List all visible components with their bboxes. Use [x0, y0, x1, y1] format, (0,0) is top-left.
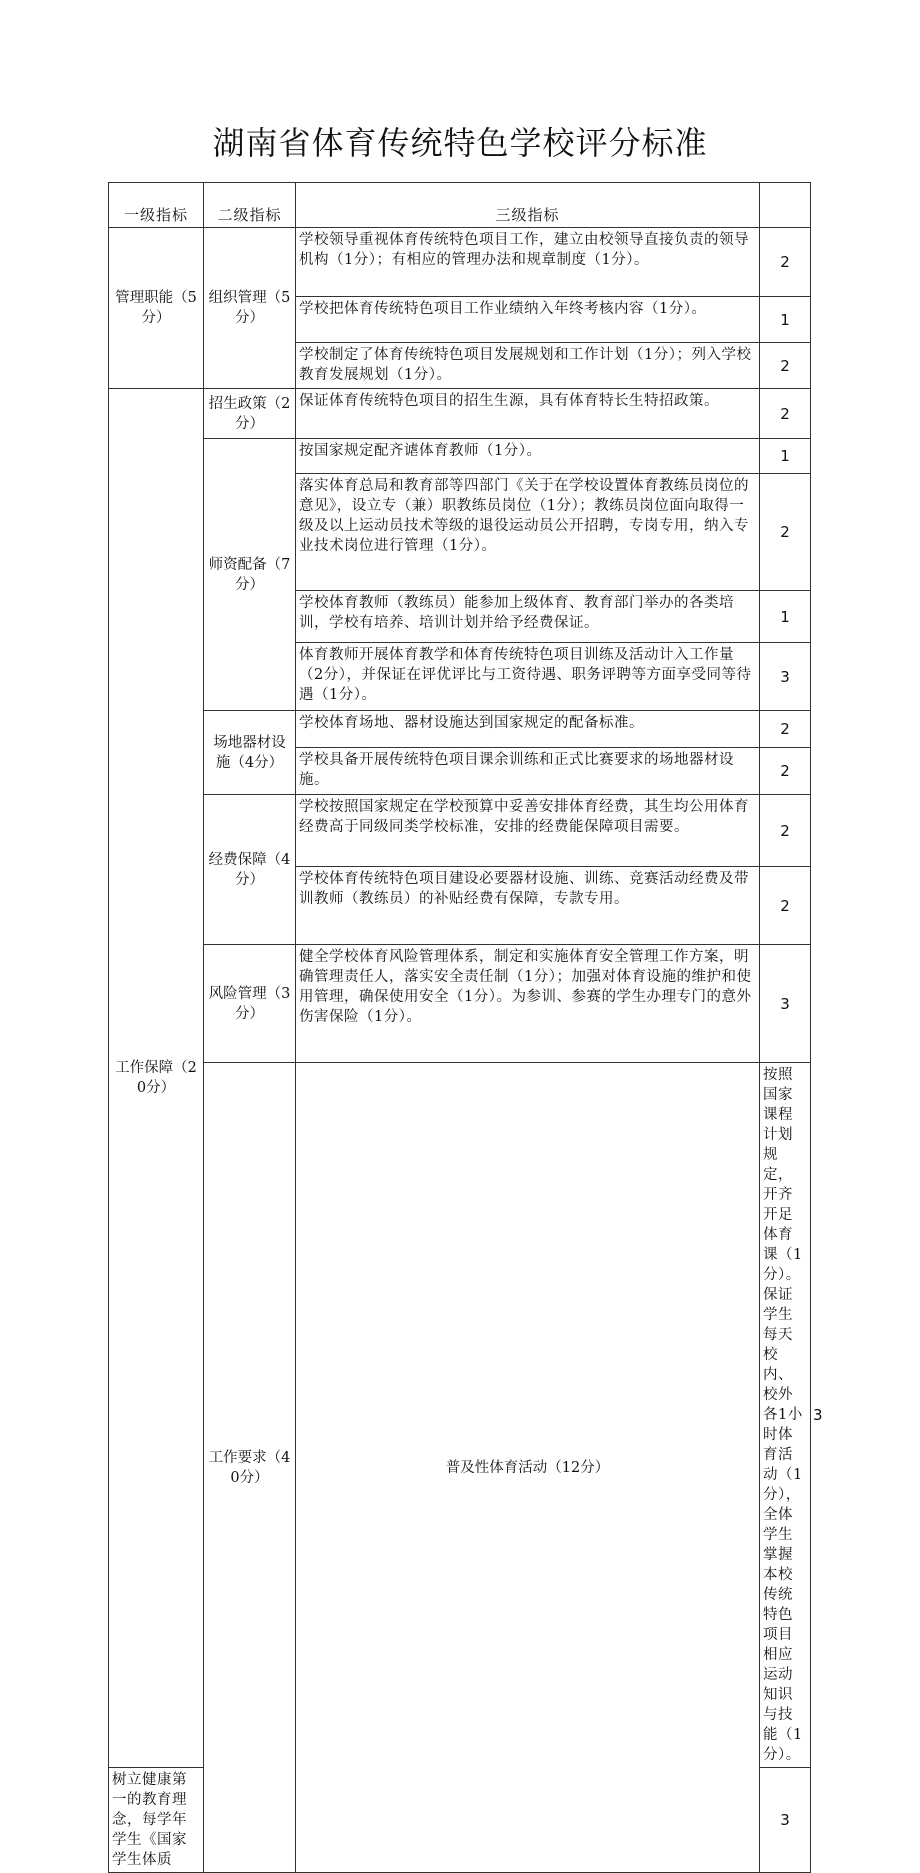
criterion-score: 2: [760, 711, 811, 748]
level2-staffing: 师资配备（7分）: [204, 439, 296, 711]
criterion-text: 健全学校体育风险管理体系，制定和实施体育安全管理工作方案，明确管理责任人，落实安全责任制（1分）；加强对体育设施的维护和使用管理，确保使用安全（1分）。为参训、参赛的学生办理专门的意外伤害保险（1分）。: [296, 945, 760, 1063]
level1-requirements: 工作要求（40分）: [204, 1063, 296, 1873]
criterion-text: 学校按照国家规定在学校预算中妥善安排体育经费，其生均公用体育经费高于同级同类学校标准，安排的经费能保障项目需要。: [296, 795, 760, 867]
level1-guarantee: 工作保障（20分）: [109, 389, 204, 1768]
criterion-text: 学校制定了体育传统特色项目发展规划和工作计划（1分）；列入学校教育发展规划（1分）。: [296, 343, 760, 389]
table-row: [109, 389, 811, 439]
criterion-text: 按国家规定配齐谑体育教师（1分）。: [296, 439, 760, 474]
criterion-score: 1: [760, 297, 811, 343]
table-row: 工作要求（40分） 普及性体育活动（12分） 按照国家课程计划规定，开齐开足体育课（1分）。保证学生每天校内、校外各1小时体育活动（1分），全体学生掌握本校传统特色项目相应运动知识与技能（1分）。 3: [109, 1063, 811, 1768]
criterion-score: 2: [760, 795, 811, 867]
criterion-score: 2: [760, 343, 811, 389]
table-row: [109, 945, 811, 1063]
header-level2: 二级指标: [204, 183, 296, 228]
criterion-score: 1: [760, 439, 811, 474]
criterion-text: 落实体育总局和教育部等四部门《关于在学校设置体育教练员岗位的意见》，设立专（兼）职教练员岗位（1分）；教练员岗位面向取得一级及以上运动员技术等级的退役运动员公开招聘，专岗专用，纳入专业技术岗位进行管理（1分）。: [296, 474, 760, 591]
criterion-text: 学校领导重视体育传统特色项目工作，建立由校领导直接负责的领导机构（1分）；有相应的管理办法和规章制度（1分）。: [296, 228, 760, 297]
level2-organization: 组织管理（5分）: [204, 228, 296, 389]
criterion-text: 保证体育传统特色项目的招生生源，具有体育特长生特招政策。: [296, 389, 760, 439]
criterion-score: 3: [760, 945, 811, 1063]
header-level1: 一级指标: [109, 183, 204, 228]
criterion-text: 学校体育传统特色项目建设必要器材设施、训练、竞赛活动经费及带训教师（教练员）的补贴经费有保障，专款专用。: [296, 867, 760, 945]
level1-management: 管理职能（5分）: [109, 228, 204, 389]
criterion-score: 1: [760, 591, 811, 643]
criterion-text: 学校体育教师（教练员）能参加上级体育、教育部门举办的各类培训，学校有培养、培训计划并给予经费保证。: [296, 591, 760, 643]
level2-enrollment: 招生政策（2分）: [204, 389, 296, 439]
table-row: [109, 711, 811, 748]
criterion-text: 学校把体育传统特色项目工作业绩纳入年终考核内容（1分）。: [296, 297, 760, 343]
criterion-score: 2: [760, 228, 811, 297]
level2-facilities: 场地器材设施（4分）: [204, 711, 296, 795]
table-header-row: [109, 183, 811, 228]
criterion-text: 学校具备开展传统特色项目课余训练和正式比赛要求的场地器材设施。: [296, 748, 760, 795]
criterion-score: 3: [760, 1768, 811, 1873]
criterion-score: 3: [760, 643, 811, 711]
criterion-score: 2: [760, 389, 811, 439]
scoring-table: [108, 182, 823, 1873]
criterion-score: 2: [760, 867, 811, 945]
table-row: [109, 795, 811, 867]
header-level3: 三级指标: [296, 183, 760, 228]
criterion-score: 2: [760, 474, 811, 591]
level2-risk: 风险管理（3分）: [204, 945, 296, 1063]
criterion-score: 2: [760, 748, 811, 795]
level2-activities: 普及性体育活动（12分）: [296, 1063, 760, 1873]
header-score: [760, 183, 811, 228]
criterion-text: 按照国家课程计划规定，开齐开足体育课（1分）。保证学生每天校内、校外各1小时体育活动（1分），全体学生掌握本校传统特色项目相应运动知识与技能（1分）。: [760, 1063, 811, 1768]
criterion-text: 体育教师开展体育教学和体育传统特色项目训练及活动计入工作量（2分），并保证在评优评比与工资待遇、职务评聘等方面享受同等待遇（1分）。: [296, 643, 760, 711]
page-title: 湖南省体育传统特色学校评分标准: [212, 124, 708, 162]
criterion-text: 学校体育场地、器材设施达到国家规定的配备标准。: [296, 711, 760, 748]
criterion-text: 树立健康第一的教育理念，每学年学生《国家学生体质: [109, 1768, 204, 1873]
table-row: [109, 439, 811, 474]
table-row: [109, 228, 811, 297]
level2-funding: 经费保障（4分）: [204, 795, 296, 945]
